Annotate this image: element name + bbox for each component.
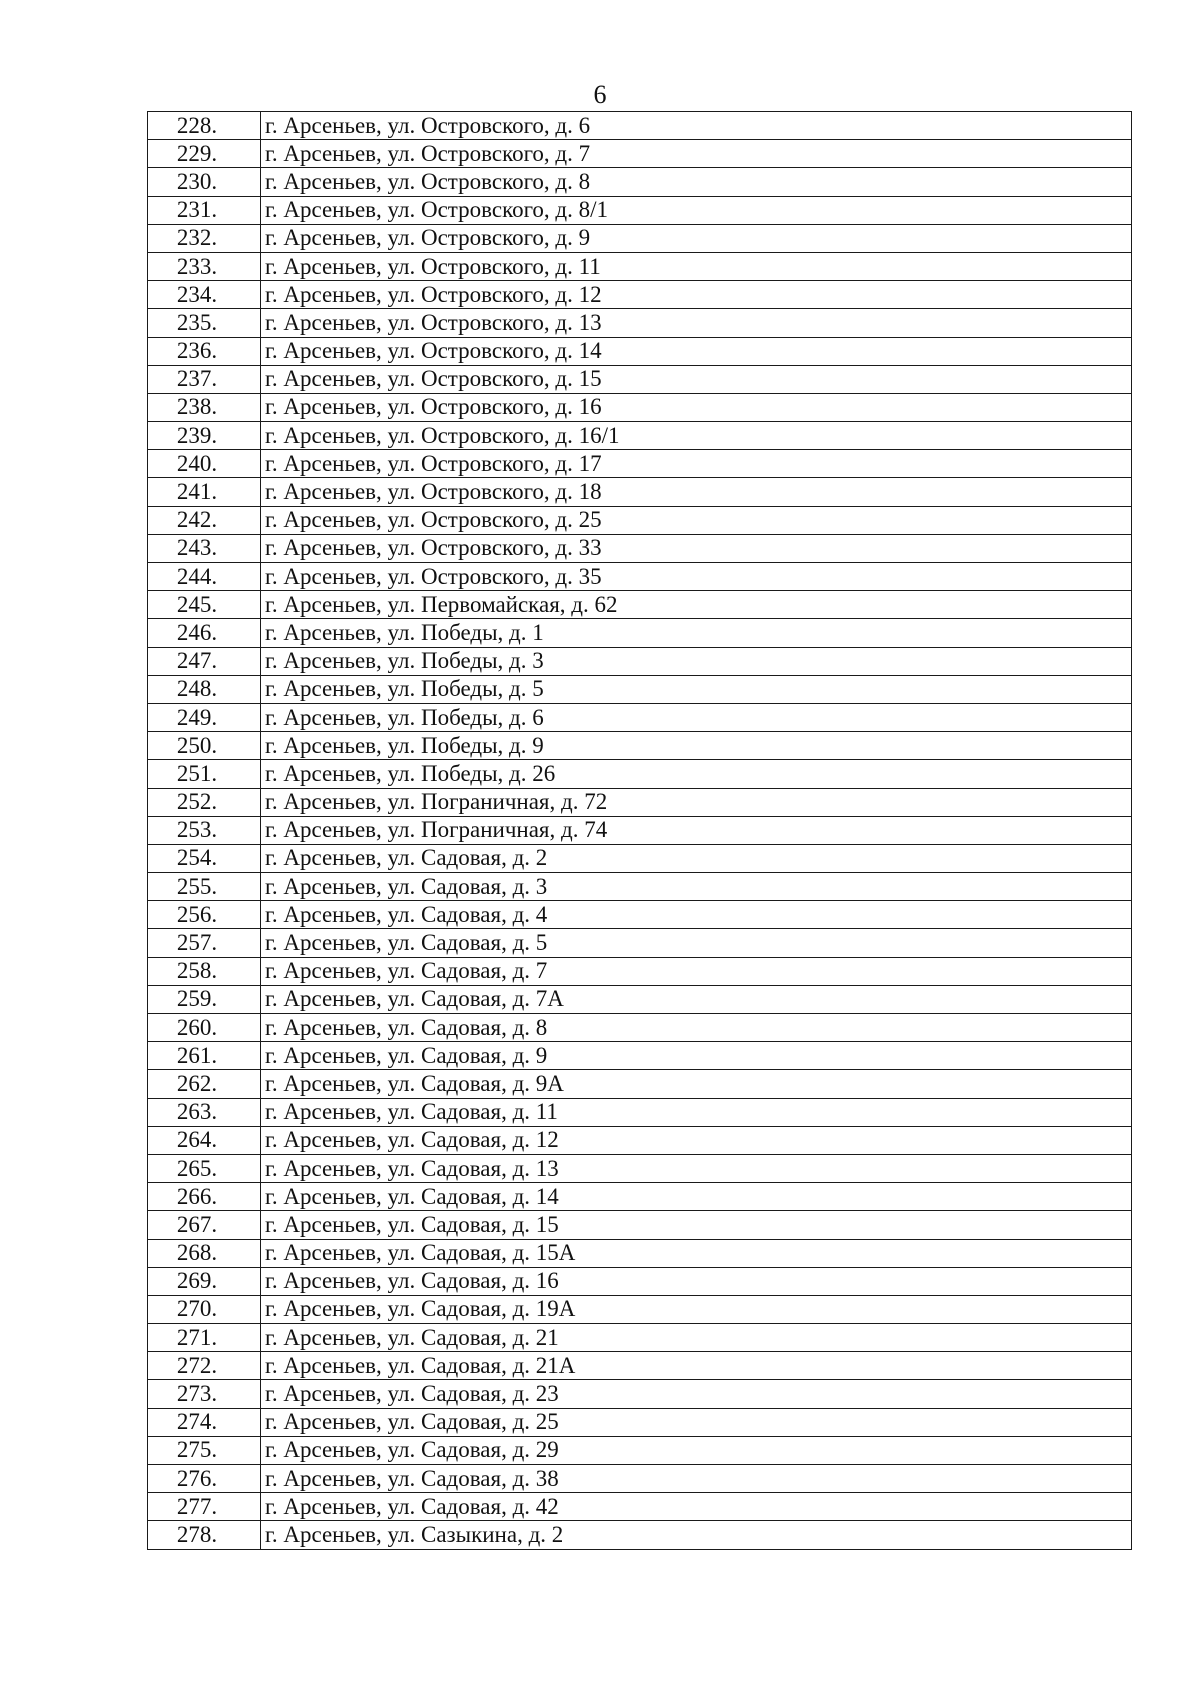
address-cell: г. Арсеньев, ул. Садовая, д. 42 xyxy=(261,1493,1132,1521)
page-number: 6 xyxy=(593,80,607,109)
row-number-cell: 252. xyxy=(148,788,261,816)
table-row xyxy=(148,1352,1132,1380)
table-row xyxy=(148,196,1132,224)
row-number-cell: 242. xyxy=(148,506,261,534)
address-cell: г. Арсеньев, ул. Первомайская, д. 62 xyxy=(261,591,1132,619)
row-number-cell: 240. xyxy=(148,450,261,478)
address-cell: г. Арсеньев, ул. Садовая, д. 7А xyxy=(261,985,1132,1013)
table-row xyxy=(148,112,1132,140)
address-cell: г. Арсеньев, ул. Садовая, д. 8 xyxy=(261,1014,1132,1042)
table-row xyxy=(148,816,1132,844)
row-number-cell: 278. xyxy=(148,1521,261,1549)
row-number-cell: 243. xyxy=(148,534,261,562)
table-row xyxy=(148,901,1132,929)
table-row xyxy=(148,1295,1132,1323)
row-number-cell: 232. xyxy=(148,224,261,252)
address-table xyxy=(147,111,1132,1550)
row-number-cell: 277. xyxy=(148,1493,261,1521)
row-number-cell: 238. xyxy=(148,393,261,421)
table-row xyxy=(148,873,1132,901)
table-row xyxy=(148,365,1132,393)
address-cell: г. Арсеньев, ул. Садовая, д. 15А xyxy=(261,1239,1132,1267)
table-row xyxy=(148,1126,1132,1154)
row-number-cell: 231. xyxy=(148,196,261,224)
table-row xyxy=(148,957,1132,985)
table-row xyxy=(148,1070,1132,1098)
table-row xyxy=(148,534,1132,562)
address-cell: г. Арсеньев, ул. Островского, д. 13 xyxy=(261,309,1132,337)
table-row xyxy=(148,337,1132,365)
row-number-cell: 234. xyxy=(148,281,261,309)
row-number-cell: 253. xyxy=(148,816,261,844)
address-cell: г. Арсеньев, ул. Садовая, д. 9А xyxy=(261,1070,1132,1098)
row-number-cell: 263. xyxy=(148,1098,261,1126)
address-cell: г. Арсеньев, ул. Островского, д. 15 xyxy=(261,365,1132,393)
address-cell: г. Арсеньев, ул. Садовая, д. 25 xyxy=(261,1408,1132,1436)
address-cell: г. Арсеньев, ул. Островского, д. 18 xyxy=(261,478,1132,506)
table-row xyxy=(148,619,1132,647)
address-cell: г. Арсеньев, ул. Островского, д. 6 xyxy=(261,112,1132,140)
table-row xyxy=(148,1465,1132,1493)
address-cell: г. Арсеньев, ул. Садовая, д. 13 xyxy=(261,1154,1132,1182)
row-number-cell: 237. xyxy=(148,365,261,393)
row-number-cell: 262. xyxy=(148,1070,261,1098)
address-cell: г. Арсеньев, ул. Садовая, д. 23 xyxy=(261,1380,1132,1408)
row-number-cell: 235. xyxy=(148,309,261,337)
table-row xyxy=(148,1380,1132,1408)
table-row xyxy=(148,563,1132,591)
row-number-cell: 271. xyxy=(148,1324,261,1352)
row-number-cell: 241. xyxy=(148,478,261,506)
table-row xyxy=(148,1042,1132,1070)
row-number-cell: 266. xyxy=(148,1183,261,1211)
table-row xyxy=(148,1211,1132,1239)
table-row xyxy=(148,1408,1132,1436)
row-number-cell: 230. xyxy=(148,168,261,196)
address-cell: г. Арсеньев, ул. Садовая, д. 16 xyxy=(261,1267,1132,1295)
table-row xyxy=(148,1493,1132,1521)
address-cell: г. Арсеньев, ул. Островского, д. 9 xyxy=(261,224,1132,252)
address-cell: г. Арсеньев, ул. Садовая, д. 38 xyxy=(261,1465,1132,1493)
table-row xyxy=(148,1014,1132,1042)
address-cell: г. Арсеньев, ул. Островского, д. 8/1 xyxy=(261,196,1132,224)
address-cell: г. Арсеньев, ул. Островского, д. 11 xyxy=(261,252,1132,280)
address-cell: г. Арсеньев, ул. Островского, д. 16 xyxy=(261,393,1132,421)
table-row xyxy=(148,450,1132,478)
address-cell: г. Арсеньев, ул. Садовая, д. 14 xyxy=(261,1183,1132,1211)
table-row xyxy=(148,844,1132,872)
address-cell: г. Арсеньев, ул. Сазыкина, д. 2 xyxy=(261,1521,1132,1549)
table-row xyxy=(148,252,1132,280)
row-number-cell: 257. xyxy=(148,929,261,957)
table-row xyxy=(148,647,1132,675)
row-number-cell: 247. xyxy=(148,647,261,675)
address-cell: г. Арсеньев, ул. Победы, д. 6 xyxy=(261,703,1132,731)
row-number-cell: 250. xyxy=(148,732,261,760)
address-cell: г. Арсеньев, ул. Садовая, д. 4 xyxy=(261,901,1132,929)
table-row xyxy=(148,281,1132,309)
row-number-cell: 246. xyxy=(148,619,261,647)
table-row xyxy=(148,591,1132,619)
row-number-cell: 248. xyxy=(148,675,261,703)
row-number-cell: 273. xyxy=(148,1380,261,1408)
row-number-cell: 255. xyxy=(148,873,261,901)
table-row xyxy=(148,168,1132,196)
address-cell: г. Арсеньев, ул. Садовая, д. 5 xyxy=(261,929,1132,957)
address-cell: г. Арсеньев, ул. Садовая, д. 3 xyxy=(261,873,1132,901)
row-number-cell: 236. xyxy=(148,337,261,365)
row-number-cell: 256. xyxy=(148,901,261,929)
table-row xyxy=(148,1324,1132,1352)
address-cell: г. Арсеньев, ул. Островского, д. 16/1 xyxy=(261,422,1132,450)
row-number-cell: 229. xyxy=(148,140,261,168)
row-number-cell: 258. xyxy=(148,957,261,985)
row-number-cell: 267. xyxy=(148,1211,261,1239)
table-row xyxy=(148,1098,1132,1126)
table-row xyxy=(148,393,1132,421)
row-number-cell: 245. xyxy=(148,591,261,619)
table-row xyxy=(148,506,1132,534)
table-row xyxy=(148,788,1132,816)
table-row xyxy=(148,1436,1132,1464)
row-number-cell: 260. xyxy=(148,1014,261,1042)
table-row xyxy=(148,732,1132,760)
address-cell: г. Арсеньев, ул. Садовая, д. 19А xyxy=(261,1295,1132,1323)
address-cell: г. Арсеньев, ул. Садовая, д. 21 xyxy=(261,1324,1132,1352)
address-cell: г. Арсеньев, ул. Победы, д. 1 xyxy=(261,619,1132,647)
address-cell: г. Арсеньев, ул. Островского, д. 33 xyxy=(261,534,1132,562)
address-cell: г. Арсеньев, ул. Островского, д. 14 xyxy=(261,337,1132,365)
table-row xyxy=(148,1267,1132,1295)
address-cell: г. Арсеньев, ул. Садовая, д. 12 xyxy=(261,1126,1132,1154)
row-number-cell: 276. xyxy=(148,1465,261,1493)
address-cell: г. Арсеньев, ул. Островского, д. 17 xyxy=(261,450,1132,478)
address-cell: г. Арсеньев, ул. Победы, д. 26 xyxy=(261,760,1132,788)
row-number-cell: 228. xyxy=(148,112,261,140)
table-row xyxy=(148,224,1132,252)
row-number-cell: 265. xyxy=(148,1154,261,1182)
row-number-cell: 254. xyxy=(148,844,261,872)
address-cell: г. Арсеньев, ул. Островского, д. 8 xyxy=(261,168,1132,196)
row-number-cell: 261. xyxy=(148,1042,261,1070)
row-number-cell: 249. xyxy=(148,703,261,731)
address-cell: г. Арсеньев, ул. Садовая, д. 15 xyxy=(261,1211,1132,1239)
row-number-cell: 239. xyxy=(148,422,261,450)
row-number-cell: 268. xyxy=(148,1239,261,1267)
row-number-cell: 275. xyxy=(148,1436,261,1464)
address-cell: г. Арсеньев, ул. Садовая, д. 29 xyxy=(261,1436,1132,1464)
row-number-cell: 270. xyxy=(148,1295,261,1323)
table-row xyxy=(148,478,1132,506)
address-cell: г. Арсеньев, ул. Пограничная, д. 74 xyxy=(261,816,1132,844)
address-cell: г. Арсеньев, ул. Победы, д. 9 xyxy=(261,732,1132,760)
table-row xyxy=(148,309,1132,337)
table-row xyxy=(148,985,1132,1013)
row-number-cell: 233. xyxy=(148,252,261,280)
address-cell: г. Арсеньев, ул. Садовая, д. 9 xyxy=(261,1042,1132,1070)
row-number-cell: 251. xyxy=(148,760,261,788)
row-number-cell: 264. xyxy=(148,1126,261,1154)
address-cell: г. Арсеньев, ул. Пограничная, д. 72 xyxy=(261,788,1132,816)
table-row xyxy=(148,1239,1132,1267)
address-cell: г. Арсеньев, ул. Островского, д. 25 xyxy=(261,506,1132,534)
row-number-cell: 244. xyxy=(148,563,261,591)
address-table-body xyxy=(148,112,1132,1550)
address-cell: г. Арсеньев, ул. Садовая, д. 7 xyxy=(261,957,1132,985)
address-cell: г. Арсеньев, ул. Садовая, д. 21А xyxy=(261,1352,1132,1380)
address-cell: г. Арсеньев, ул. Победы, д. 5 xyxy=(261,675,1132,703)
table-row xyxy=(148,675,1132,703)
table-row xyxy=(148,1521,1132,1549)
address-cell: г. Арсеньев, ул. Садовая, д. 2 xyxy=(261,844,1132,872)
table-row xyxy=(148,140,1132,168)
table-row xyxy=(148,422,1132,450)
address-cell: г. Арсеньев, ул. Островского, д. 7 xyxy=(261,140,1132,168)
row-number-cell: 274. xyxy=(148,1408,261,1436)
table-row xyxy=(148,1154,1132,1182)
address-cell: г. Арсеньев, ул. Победы, д. 3 xyxy=(261,647,1132,675)
table-row xyxy=(148,1183,1132,1211)
table-row xyxy=(148,929,1132,957)
row-number-cell: 272. xyxy=(148,1352,261,1380)
address-cell: г. Арсеньев, ул. Островского, д. 12 xyxy=(261,281,1132,309)
table-row xyxy=(148,760,1132,788)
address-cell: г. Арсеньев, ул. Островского, д. 35 xyxy=(261,563,1132,591)
row-number-cell: 259. xyxy=(148,985,261,1013)
table-row xyxy=(148,703,1132,731)
address-cell: г. Арсеньев, ул. Садовая, д. 11 xyxy=(261,1098,1132,1126)
row-number-cell: 269. xyxy=(148,1267,261,1295)
